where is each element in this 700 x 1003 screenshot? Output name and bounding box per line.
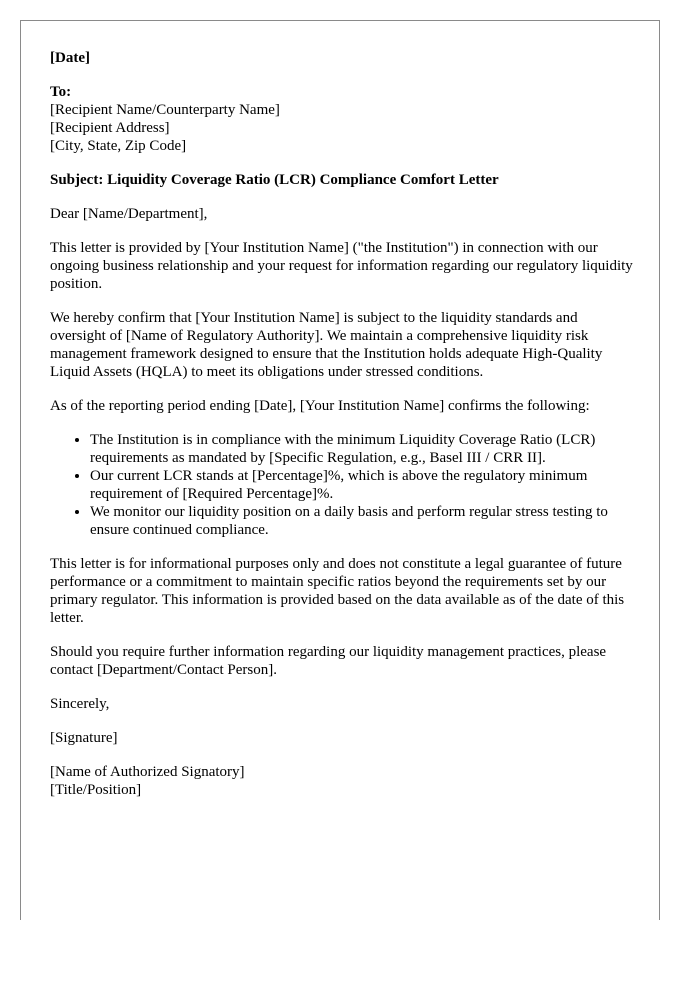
bullet-item-monitoring: • We monitor our liquidity position on a daily basis and perform regular stress testing to ensure continued compliance. [90,503,635,539]
salutation: Dear [Name/Department], [50,206,208,222]
page-cutoff [21,803,659,1003]
letter-page [20,20,660,920]
signatory-name: [Name of Authorized Signatory] [50,764,245,780]
disclaimer-paragraph: This letter is for informational purposes only and does not constitute a legal guarantee of future performance or a commitment to maintain specific ratios beyond the requirements set by our primary regulator. This information is provided based on the data available as of the date of this letter. [50,556,625,626]
to-label: To: [50,84,72,100]
bullet-item-current-lcr: • Our current LCR stands at [Percentage]%, which is above the regulatory minimum requirement of [Required Percentage]%. [90,467,635,503]
confirmation-paragraph: We hereby confirm that [Your Institution Name] is subject to the liquidity standards and oversight of [Name of Regulatory Authority]. We maintain a comprehensive liquidity risk management framework designed to ensure that the Institution holds adequate High-Quality Liquid Assets (HQLA) to meet its obligations under stressed conditions. [50,310,603,380]
contact-paragraph: Should you require further information regarding our liquidity management practices, please contact [Department/Contact Person]. [50,644,607,678]
closing: Sincerely, [50,696,110,712]
signatory-title: [Title/Position] [50,782,142,798]
letter-date: [Date] [50,50,90,66]
signature-placeholder: [Signature] [50,730,118,746]
letter-subject: Subject: Liquidity Coverage Ratio (LCR) Compliance Comfort Letter [50,172,499,188]
bullet-item-compliance: • The Institution is in compliance with the minimum Liquidity Coverage Ratio (LCR) requirements as mandated by [Specific Regulation, e.g., Basel III / CRR II]. [90,431,635,467]
signatory-block [50,763,635,799]
recipient-address: [Recipient Address] [50,120,170,136]
intro-paragraph: This letter is provided by [Your Institution Name] ("the Institution") in connection with our ongoing business relationship and your request for information regarding our regulatory liquidity position. [50,240,633,292]
recipient-block [50,83,635,155]
reporting-period-paragraph: As of the reporting period ending [Date], [Your Institution Name] confirms the following: [50,398,590,414]
recipient-name: [Recipient Name/Counterparty Name] [50,102,280,118]
compliance-bullet-list [50,431,635,539]
letter-body [50,49,635,799]
recipient-city-state-zip: [City, State, Zip Code] [50,138,187,154]
